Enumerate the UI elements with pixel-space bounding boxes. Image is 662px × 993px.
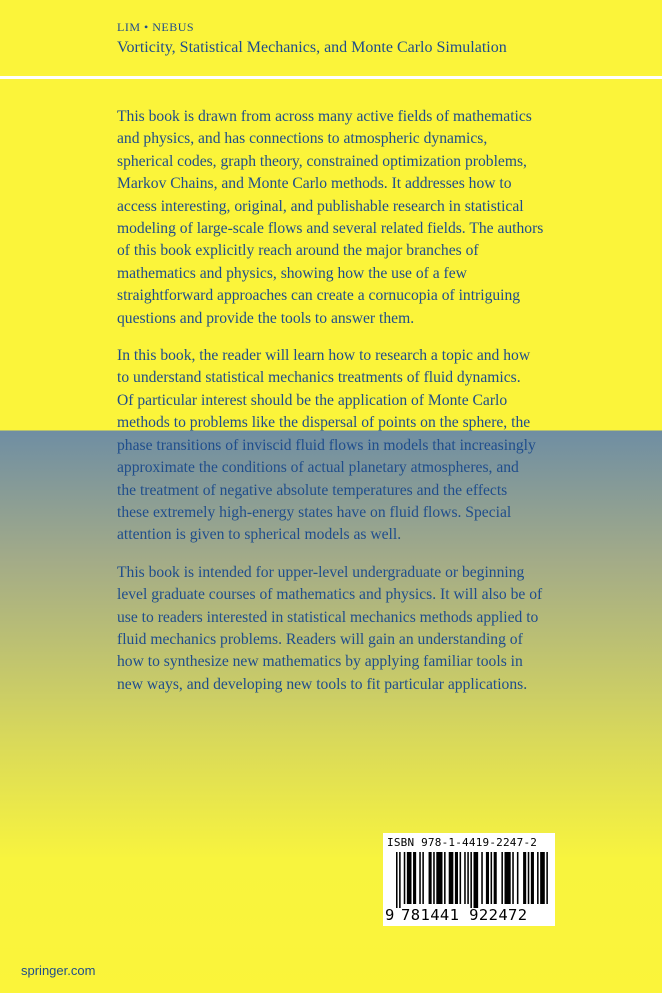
- text-line: This book is intended for upper-level undergraduate or beginning: [117, 563, 525, 581]
- barcode-bar: [474, 852, 479, 908]
- barcode-bar: [481, 852, 483, 904]
- barcode-bar: [419, 852, 421, 904]
- text-line: phase transitions of inviscid fluid flows in models that increasingly: [117, 436, 536, 454]
- text-line: fluid mechanics problems. Readers will gain an understanding of: [117, 630, 523, 648]
- text-line: straightforward approaches can create a cornucopia of intriguing: [117, 287, 521, 305]
- barcode-bar: [455, 852, 458, 904]
- barcode-digits: 781441 922472: [401, 906, 528, 924]
- barcode-bar: [537, 852, 539, 904]
- text-line: questions and provide the tools to answer them.: [117, 309, 415, 327]
- barcode-bar: [540, 852, 545, 904]
- barcode-bar: [464, 852, 466, 904]
- authors: LIM • NEBUS: [117, 20, 195, 34]
- barcode-bar: [523, 852, 526, 904]
- text-line: In this book, the reader will learn how to research a topic and how: [117, 347, 531, 365]
- text-line: modeling of large-scale flows and several related fields. The authors: [117, 220, 544, 238]
- barcode-bar: [449, 852, 454, 904]
- text-line: these extremely high-energy states have on fluid flows. Special: [117, 503, 512, 521]
- description-paragraph-2: [117, 345, 627, 547]
- text-line: access interesting, original, and publishable research in statistical: [117, 197, 524, 215]
- barcode-bar: [470, 852, 472, 908]
- text-line: new ways, and developing new tools to fit particular applications.: [117, 675, 528, 693]
- text-line: Markov Chains, and Monte Carlo methods. It addresses how to: [117, 175, 512, 193]
- text-line: how to synthesize new mathematics by applying familiar tools in: [117, 653, 523, 671]
- text-line: use to readers interested in statistical mechanics methods applied to: [117, 608, 539, 626]
- description-paragraph-3: [117, 562, 627, 696]
- barcode-bar: [436, 852, 442, 904]
- barcode-bar: [444, 852, 446, 904]
- barcode-bar: [491, 852, 493, 904]
- text-line: Of particular interest should be the application of Monte Carlo: [117, 391, 508, 409]
- text-line: of this book explicitly reach around the major branches of: [117, 242, 479, 260]
- barcode-bars: [396, 852, 550, 908]
- header-rule: [0, 76, 662, 79]
- barcode-bar: [404, 852, 406, 904]
- barcode-bar: [429, 852, 432, 904]
- barcode-bar: [546, 852, 548, 904]
- text-line: approximate the conditions of actual planetary atmospheres, and: [117, 459, 519, 477]
- text-line: and physics, and has connections to atmospheric dynamics,: [117, 130, 488, 148]
- description-paragraph-1: [117, 106, 627, 330]
- text-line: level graduate courses of mathematics and physics. It will also be of: [117, 586, 543, 604]
- text-line: the treatment of negative absolute temperatures and the effects: [117, 481, 508, 499]
- barcode-bar: [528, 852, 530, 904]
- text-line: spherical codes, graph theory, constrained optimization problems,: [117, 152, 527, 170]
- barcode-bar: [460, 852, 462, 904]
- barcode-bar: [531, 852, 534, 904]
- text-line: to understand statistical mechanics treatments of fluid dynamics.: [117, 369, 521, 387]
- barcode-bar: [407, 852, 412, 904]
- barcode-bar: [486, 852, 489, 904]
- header: [117, 19, 637, 59]
- text-line: mathematics and physics, showing how the use of a few: [117, 264, 467, 282]
- isbn-label: ISBN 978-1-4419-2247-2: [387, 836, 538, 849]
- text-line: methods to problems like the dispersal of points on the sphere, the: [117, 414, 531, 432]
- barcode-bar: [396, 852, 398, 908]
- barcode-bar: [433, 852, 435, 904]
- barcode-bar: [413, 852, 416, 904]
- barcode-bar: [422, 852, 424, 904]
- barcode-bar: [512, 852, 514, 904]
- barcode-bar: [501, 852, 503, 904]
- isbn-barcode: [383, 833, 555, 926]
- book-title: Vorticity, Statistical Mechanics, and Monte Carlo Simulation: [117, 39, 507, 56]
- text-line: attention is given to spherical models as well.: [117, 526, 402, 544]
- publisher-url: springer.com: [21, 963, 96, 978]
- barcode-bar: [467, 852, 469, 904]
- book-description: [117, 106, 627, 711]
- barcode-bar: [494, 852, 497, 904]
- barcode-bar: [505, 852, 511, 904]
- text-line: This book is drawn from across many active fields of mathematics: [117, 108, 532, 125]
- barcode-lead-digit: 9: [385, 906, 395, 924]
- barcode-bar: [399, 852, 401, 908]
- barcode-bar: [517, 852, 519, 904]
